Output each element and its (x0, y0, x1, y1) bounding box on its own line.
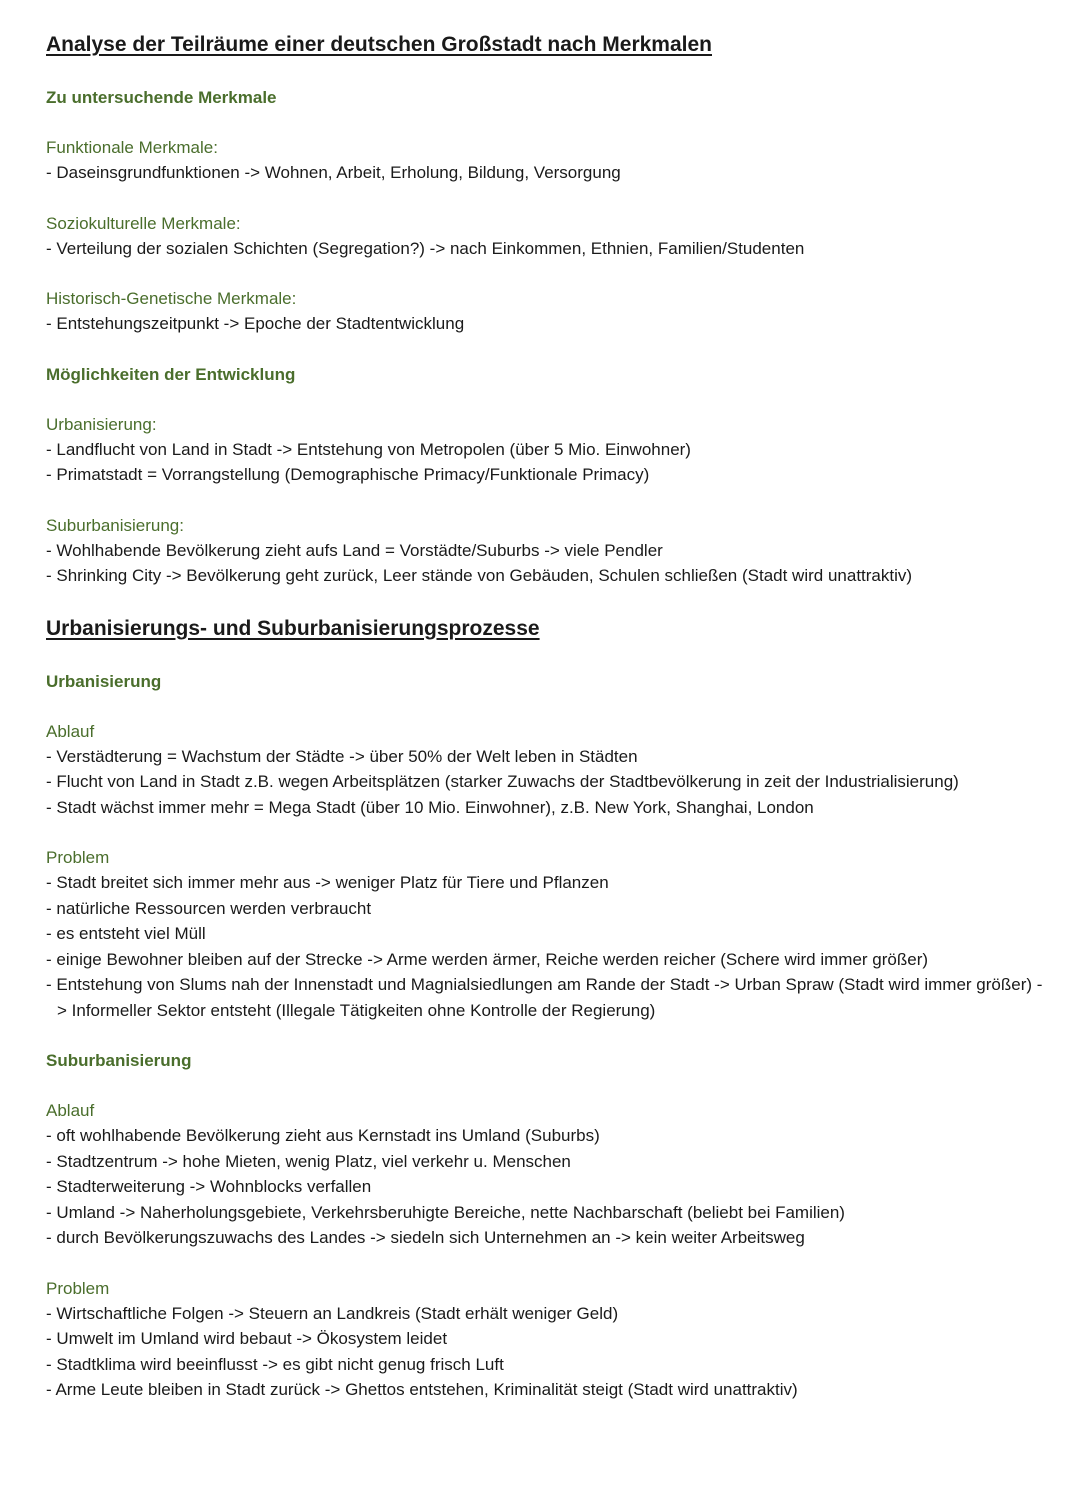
heading-suburbanisierung-prozess: Suburbanisierung (46, 1051, 192, 1070)
subheading-urbanisierung: Urbanisierung: (46, 414, 157, 434)
list-suburbanisierung (46, 538, 1046, 589)
list-item: - Arme Leute bleiben in Stadt zurück -> Ghettos entstehen, Kriminalität steigt (Stadt wird unattraktiv) (46, 1380, 798, 1399)
list-item: - es entsteht viel Müll (46, 924, 206, 943)
list-item: - Verteilung der sozialen Schichten (Segregation?) -> nach Einkommen, Ethnien, Familien/Studenten (46, 238, 805, 258)
subheading-suburban-problem: Problem (46, 1278, 110, 1298)
heading-entwicklung: Möglichkeiten der Entwicklung (46, 364, 296, 384)
subheading-urban-problem: Problem (46, 848, 110, 867)
list-funktionale (46, 160, 1046, 186)
main-title: Analyse der Teilräume einer deutschen Großstadt nach Merkmalen (46, 33, 712, 56)
list-item: - Flucht von Land in Stadt z.B. wegen Arbeitsplätzen (starker Zuwachs der Stadtbevölkerung in zeit der Industrialisierung) (46, 772, 959, 791)
list-item: - Wirtschaftliche Folgen -> Steuern an Landkreis (Stadt erhält weniger Geld) (46, 1303, 619, 1323)
list-item: - Stadt breitet sich immer mehr aus -> weniger Platz für Tiere und Pflanzen (46, 873, 609, 892)
list-item: - Entstehung von Slums nah der Innenstadt und Magnialsiedlungen am Rande der Stadt -> Urban Spraw (Stadt wird immer größer) -> Informeller Sektor entsteht (Illegale Tätigkeiten ohne Kontrolle der Regierung) (46, 975, 1043, 1020)
list-item: - Shrinking City -> Bevölkerung geht zurück, Leer stände von Gebäuden, Schulen schließen (Stadt wird unattraktiv) (46, 566, 913, 585)
list-item: - Landflucht von Land in Stadt -> Entstehung von Metropolen (über 5 Mio. Einwohner) (46, 439, 691, 459)
list-item: - Stadtzentrum -> hohe Mieten, wenig Platz, viel verkehr u. Menschen (46, 1151, 571, 1171)
list-item: - natürliche Ressourcen werden verbraucht (46, 898, 372, 918)
list-item: - Stadterweiterung -> Wohnblocks verfallen (46, 1177, 372, 1196)
document-page (46, 30, 1046, 1403)
subheading-urban-ablauf: Ablauf (46, 721, 95, 741)
list-item: - einige Bewohner bleiben auf der Strecke -> Arme werden ärmer, Reiche werden reicher (Schere wird immer größer) (46, 949, 929, 969)
subheading-soziokulturelle: Soziokulturelle Merkmale: (46, 213, 241, 233)
second-title: Urbanisierungs- und Suburbanisierungsprozesse (46, 616, 540, 640)
list-item: - Umland -> Naherholungsgebiete, Verkehrsberuhigte Bereiche, nette Nachbarschaft (beliebt bei Familien) (46, 1202, 845, 1222)
heading-urbanisierung-prozess: Urbanisierung (46, 671, 162, 691)
list-suburban-ablauf (46, 1123, 1046, 1251)
list-item: - oft wohlhabende Bevölkerung zieht aus Kernstadt ins Umland (Suburbs) (46, 1126, 600, 1145)
list-urbanisierung (46, 437, 1046, 488)
subheading-funktionale: Funktionale Merkmale: (46, 138, 218, 157)
subheading-suburbanisierung: Suburbanisierung: (46, 515, 184, 535)
list-item: - durch Bevölkerungszuwachs des Landes -> siedeln sich Unternehmen an -> kein weiter Arbeitsweg (46, 1228, 805, 1247)
list-item: - Entstehungszeitpunkt -> Epoche der Stadtentwicklung (46, 314, 465, 333)
list-item: - Primatstadt = Vorrangstellung (Demographische Primacy/Funktionale Primacy) (46, 465, 650, 484)
list-urban-problem (46, 870, 1046, 1023)
list-item: - Umwelt im Umland wird bebaut -> Ökosystem leidet (46, 1329, 448, 1348)
list-item: - Daseinsgrundfunktionen -> Wohnen, Arbeit, Erholung, Bildung, Versorgung (46, 163, 621, 182)
subheading-suburban-ablauf: Ablauf (46, 1101, 95, 1120)
list-urban-ablauf (46, 744, 1046, 821)
list-suburban-problem (46, 1301, 1046, 1403)
heading-merkmale: Zu untersuchende Merkmale (46, 88, 277, 107)
list-item: - Stadtklima wird beeinflusst -> es gibt nicht genug frisch Luft (46, 1354, 504, 1374)
list-historisch (46, 311, 1046, 337)
list-item: - Wohlhabende Bevölkerung zieht aufs Land = Vorstädte/Suburbs -> viele Pendler (46, 540, 663, 560)
subheading-historisch: Historisch-Genetische Merkmale: (46, 289, 297, 308)
list-soziokulturelle (46, 236, 1046, 262)
list-item: - Verstädterung = Wachstum der Städte -> über 50% der Welt leben in Städten (46, 746, 638, 766)
list-item: - Stadt wächst immer mehr = Mega Stadt (über 10 Mio. Einwohner), z.B. New York, Shanghai, London (46, 797, 814, 817)
